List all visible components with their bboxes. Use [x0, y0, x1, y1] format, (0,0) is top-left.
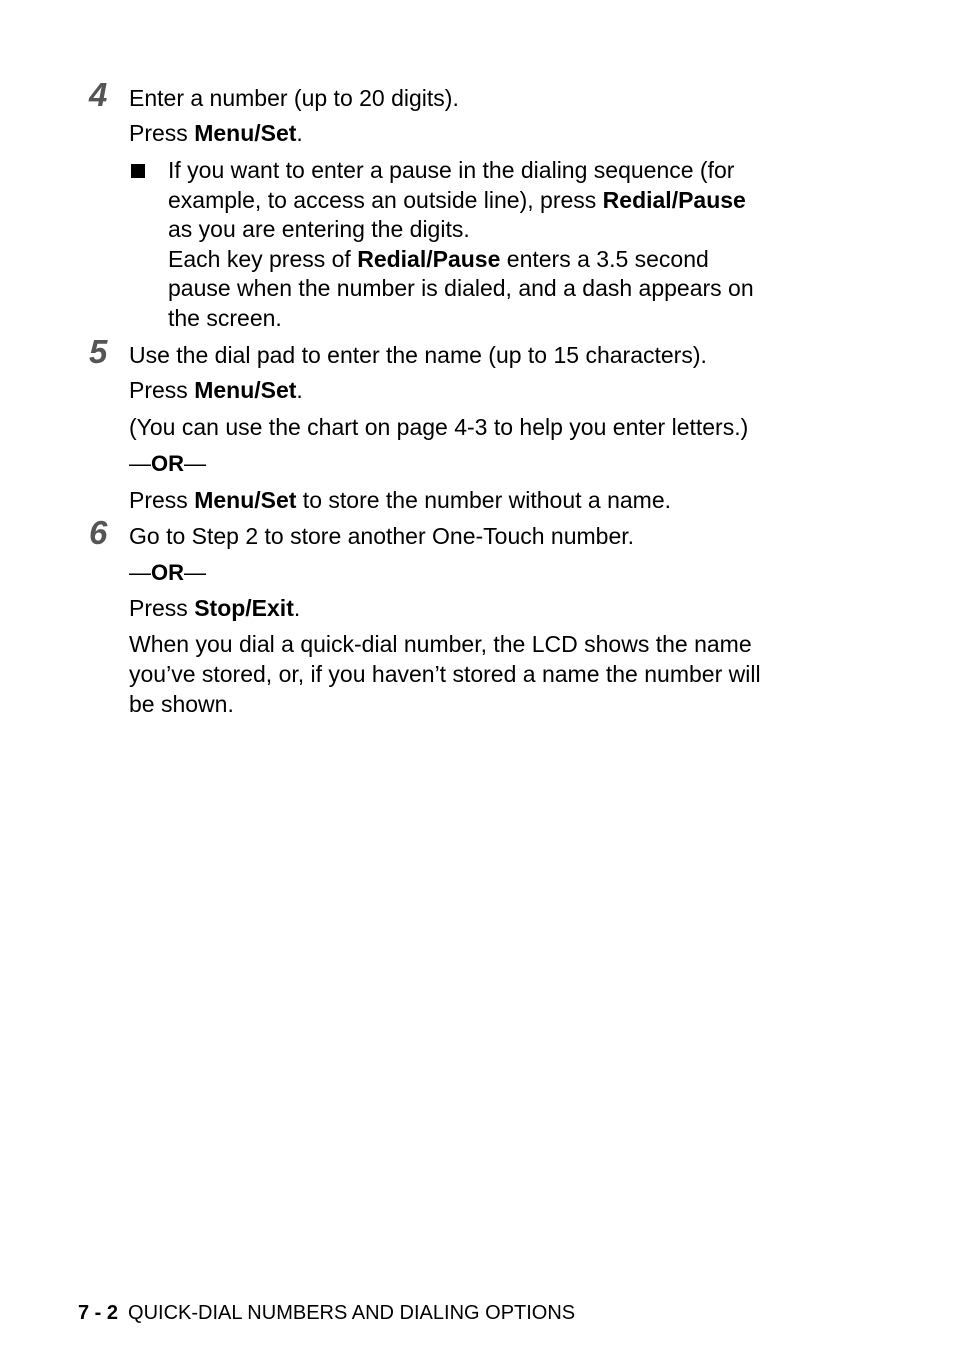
- bullet-square-icon: [131, 164, 145, 178]
- page-footer: [78, 1302, 575, 1325]
- step-6-press: Press Stop/Exit.: [129, 595, 301, 621]
- step-5-number: 5: [89, 333, 108, 370]
- press-prefix: Press: [129, 120, 195, 146]
- step-6-or: —OR—: [129, 560, 206, 585]
- step-6-note: [129, 629, 761, 719]
- step-4-bullet-text: [168, 156, 754, 333]
- bullet-line-1: If you want to enter a pause in the dialing sequence (for: [168, 157, 735, 183]
- key-stop-exit: Stop/Exit: [194, 595, 294, 621]
- step-4-text: Enter a number (up to 20 digits).: [129, 85, 459, 111]
- step-6-text: Go to Step 2 to store another One-Touch number.: [129, 523, 635, 549]
- press-suffix: .: [296, 120, 303, 146]
- step-4-press: [129, 122, 303, 145]
- page-number: 7 - 2: [78, 1302, 119, 1324]
- bullet-line-4: Each key press of Redial/Pause enters a 3.5 second: [168, 245, 709, 272]
- bullet-line-3: as you are entering the digits.: [168, 216, 470, 242]
- bullet-line-5: pause when the number is dialed, and a dash appears on: [168, 275, 754, 301]
- step-5-or: —OR—: [129, 451, 206, 476]
- step-4-number: 4: [89, 76, 108, 113]
- key-menu-set: Menu/Set: [194, 377, 297, 403]
- note-line-2: you’ve stored, or, if you haven’t stored a name the number will: [129, 661, 761, 687]
- step-5-chart-note: (You can use the chart on page 4-3 to help you enter letters.): [129, 414, 749, 440]
- key-redial-pause: Redial/Pause: [602, 186, 746, 213]
- bullet-line-6: the screen.: [168, 304, 282, 331]
- note-line-3: be shown.: [129, 691, 234, 717]
- step-5-press: Press Menu/Set.: [129, 377, 303, 403]
- step-6-number: 6: [89, 514, 108, 551]
- key-menu-set: Menu/Set: [194, 120, 297, 146]
- bullet-line-2: example, to access an outside line), press Redial/Pause: [168, 186, 746, 213]
- step-5-text: Use the dial pad to enter the name (up to 15 characters).: [129, 342, 707, 368]
- key-menu-set: Menu/Set: [194, 487, 297, 513]
- key-redial-pause: Redial/Pause: [357, 245, 501, 272]
- chapter-title: QUICK-DIAL NUMBERS AND DIALING OPTIONS: [128, 1302, 576, 1324]
- step-5-alt: Press Menu/Set to store the number without a name.: [129, 487, 672, 513]
- note-line-1: When you dial a quick-dial number, the LCD shows the name: [129, 631, 752, 657]
